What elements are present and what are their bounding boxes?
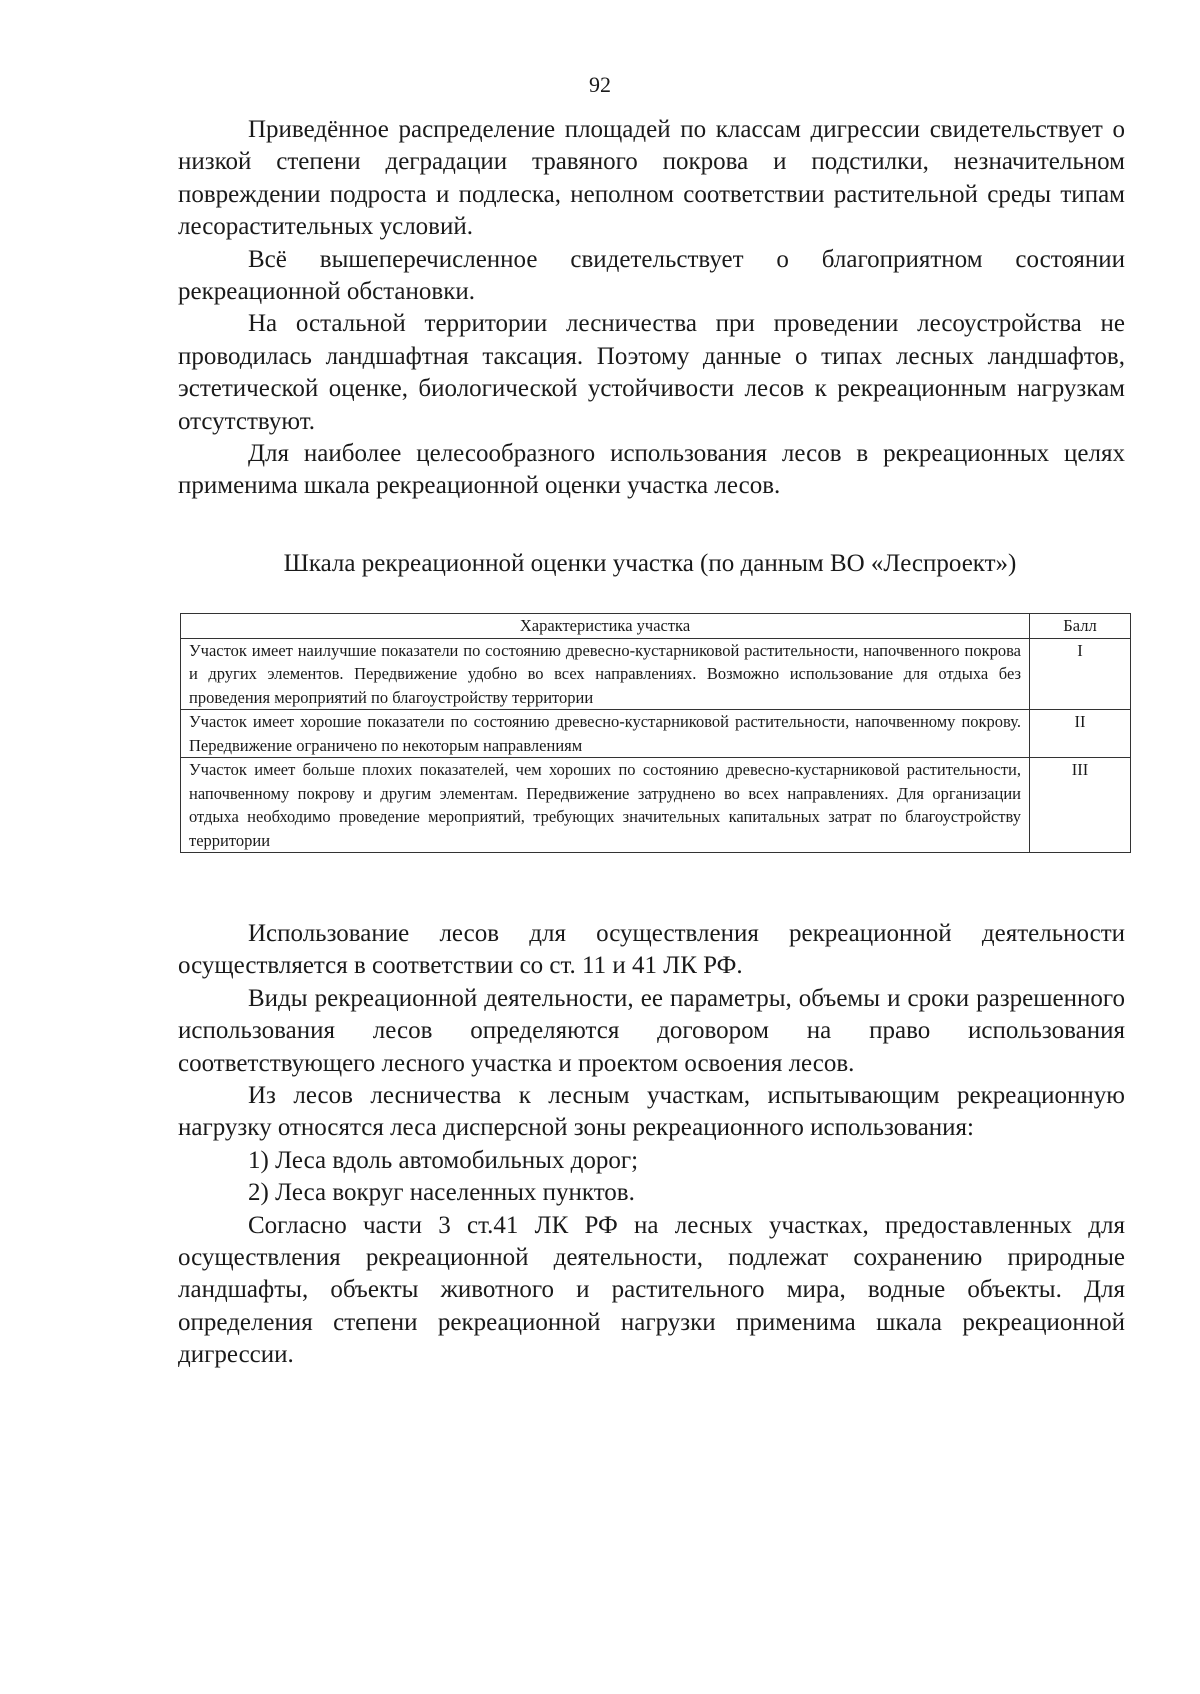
- table-row: [181, 758, 1131, 853]
- intro-text: [178, 114, 1125, 503]
- recreation-scale-table: [180, 613, 1131, 853]
- paragraph: Из лесов лесничества к лесным участкам, испытывающим рекреационную нагрузку относятся леса дисперсной зоны рекреационного использования:: [178, 1082, 1125, 1142]
- row-score: I: [1030, 638, 1131, 710]
- paragraph: Приведённое распределение площадей по классам дигрессии свидетельствует о низкой степени деградации травяного покрова и подстилки, незначительном повреждении подроста и подлеска, неполном соответствии растительной среды типам лесорастительных условий.: [178, 116, 1125, 241]
- table-header-row: [181, 614, 1131, 639]
- paragraph: Всё вышеперечисленное свидетельствует о благоприятном состоянии рекреационной обстановки.: [178, 245, 1125, 306]
- paragraph: На остальной территории лесничества при проведении лесоустройства не проводилась ландшафтная таксация. Поэтому данные о типах лесных ландшафтов, эстетической оценке, биологической устойчивости лесов к рекреационным нагрузкам отсутствуют.: [178, 310, 1125, 435]
- table-caption: Шкала рекреационной оценки участка (по данным ВО «Леспроект»): [283, 550, 1017, 577]
- row-description: Участок имеет наилучшие показатели по состоянию древесно-кустарниковой растительности, напочвенного покрова и других элементов. Передвижение удобно во всех направлениях. Возможно использование для отдыха без проведения мероприятий по благоустройству территории: [181, 638, 1030, 710]
- paragraph: Виды рекреационной деятельности, ее параметры, объемы и сроки разрешенного использования лесов определяются договором на право использования соответствующего лесного участка и проектом освоения лесов.: [178, 984, 1125, 1077]
- header-score: Балл: [1030, 614, 1131, 639]
- header-characteristic: Характеристика участка: [181, 614, 1030, 639]
- paragraph: Для наиболее целесообразного использования лесов в рекреационных целях применима шкала рекреационной оценки участка лесов.: [178, 440, 1125, 500]
- row-score: III: [1030, 758, 1131, 853]
- table-row: [181, 710, 1131, 758]
- paragraph: Согласно части 3 ст.41 ЛК РФ на лесных участках, предоставленных для осуществления рекреационной деятельности, подлежат сохранению природные ландшафты, объекты животного и растительного мира, водные объекты. Для определения степени рекреационной нагрузки применима шкала рекреационной дигрессии.: [178, 1211, 1125, 1369]
- page-number: 92: [589, 72, 611, 97]
- paragraph: Использование лесов для осуществления рекреационной деятельности осуществляется в соответствии со ст. 11 и 41 ЛК РФ.: [178, 920, 1125, 980]
- body-text: [178, 918, 1125, 1372]
- list-item: 2) Леса вокруг населенных пунктов.: [248, 1179, 635, 1207]
- row-description: Участок имеет больше плохих показателей, чем хороших по состоянию древесно-кустарниковой растительности, напочвенному покрову и другим элементам. Передвижение затруднено во всех направлениях. Для организации отдыха необходимо проведение мероприятий, требующих значительных капитальных затрат по благоустройству территории: [181, 758, 1030, 853]
- row-score: II: [1030, 710, 1131, 758]
- list-item: 1) Леса вдоль автомобильных дорог;: [248, 1146, 639, 1174]
- table-row: [181, 638, 1131, 710]
- row-description: Участок имеет хорошие показатели по состоянию древесно-кустарниковой растительности, напочвенному покрову. Передвижение ограничено по некоторым направлениям: [181, 710, 1030, 758]
